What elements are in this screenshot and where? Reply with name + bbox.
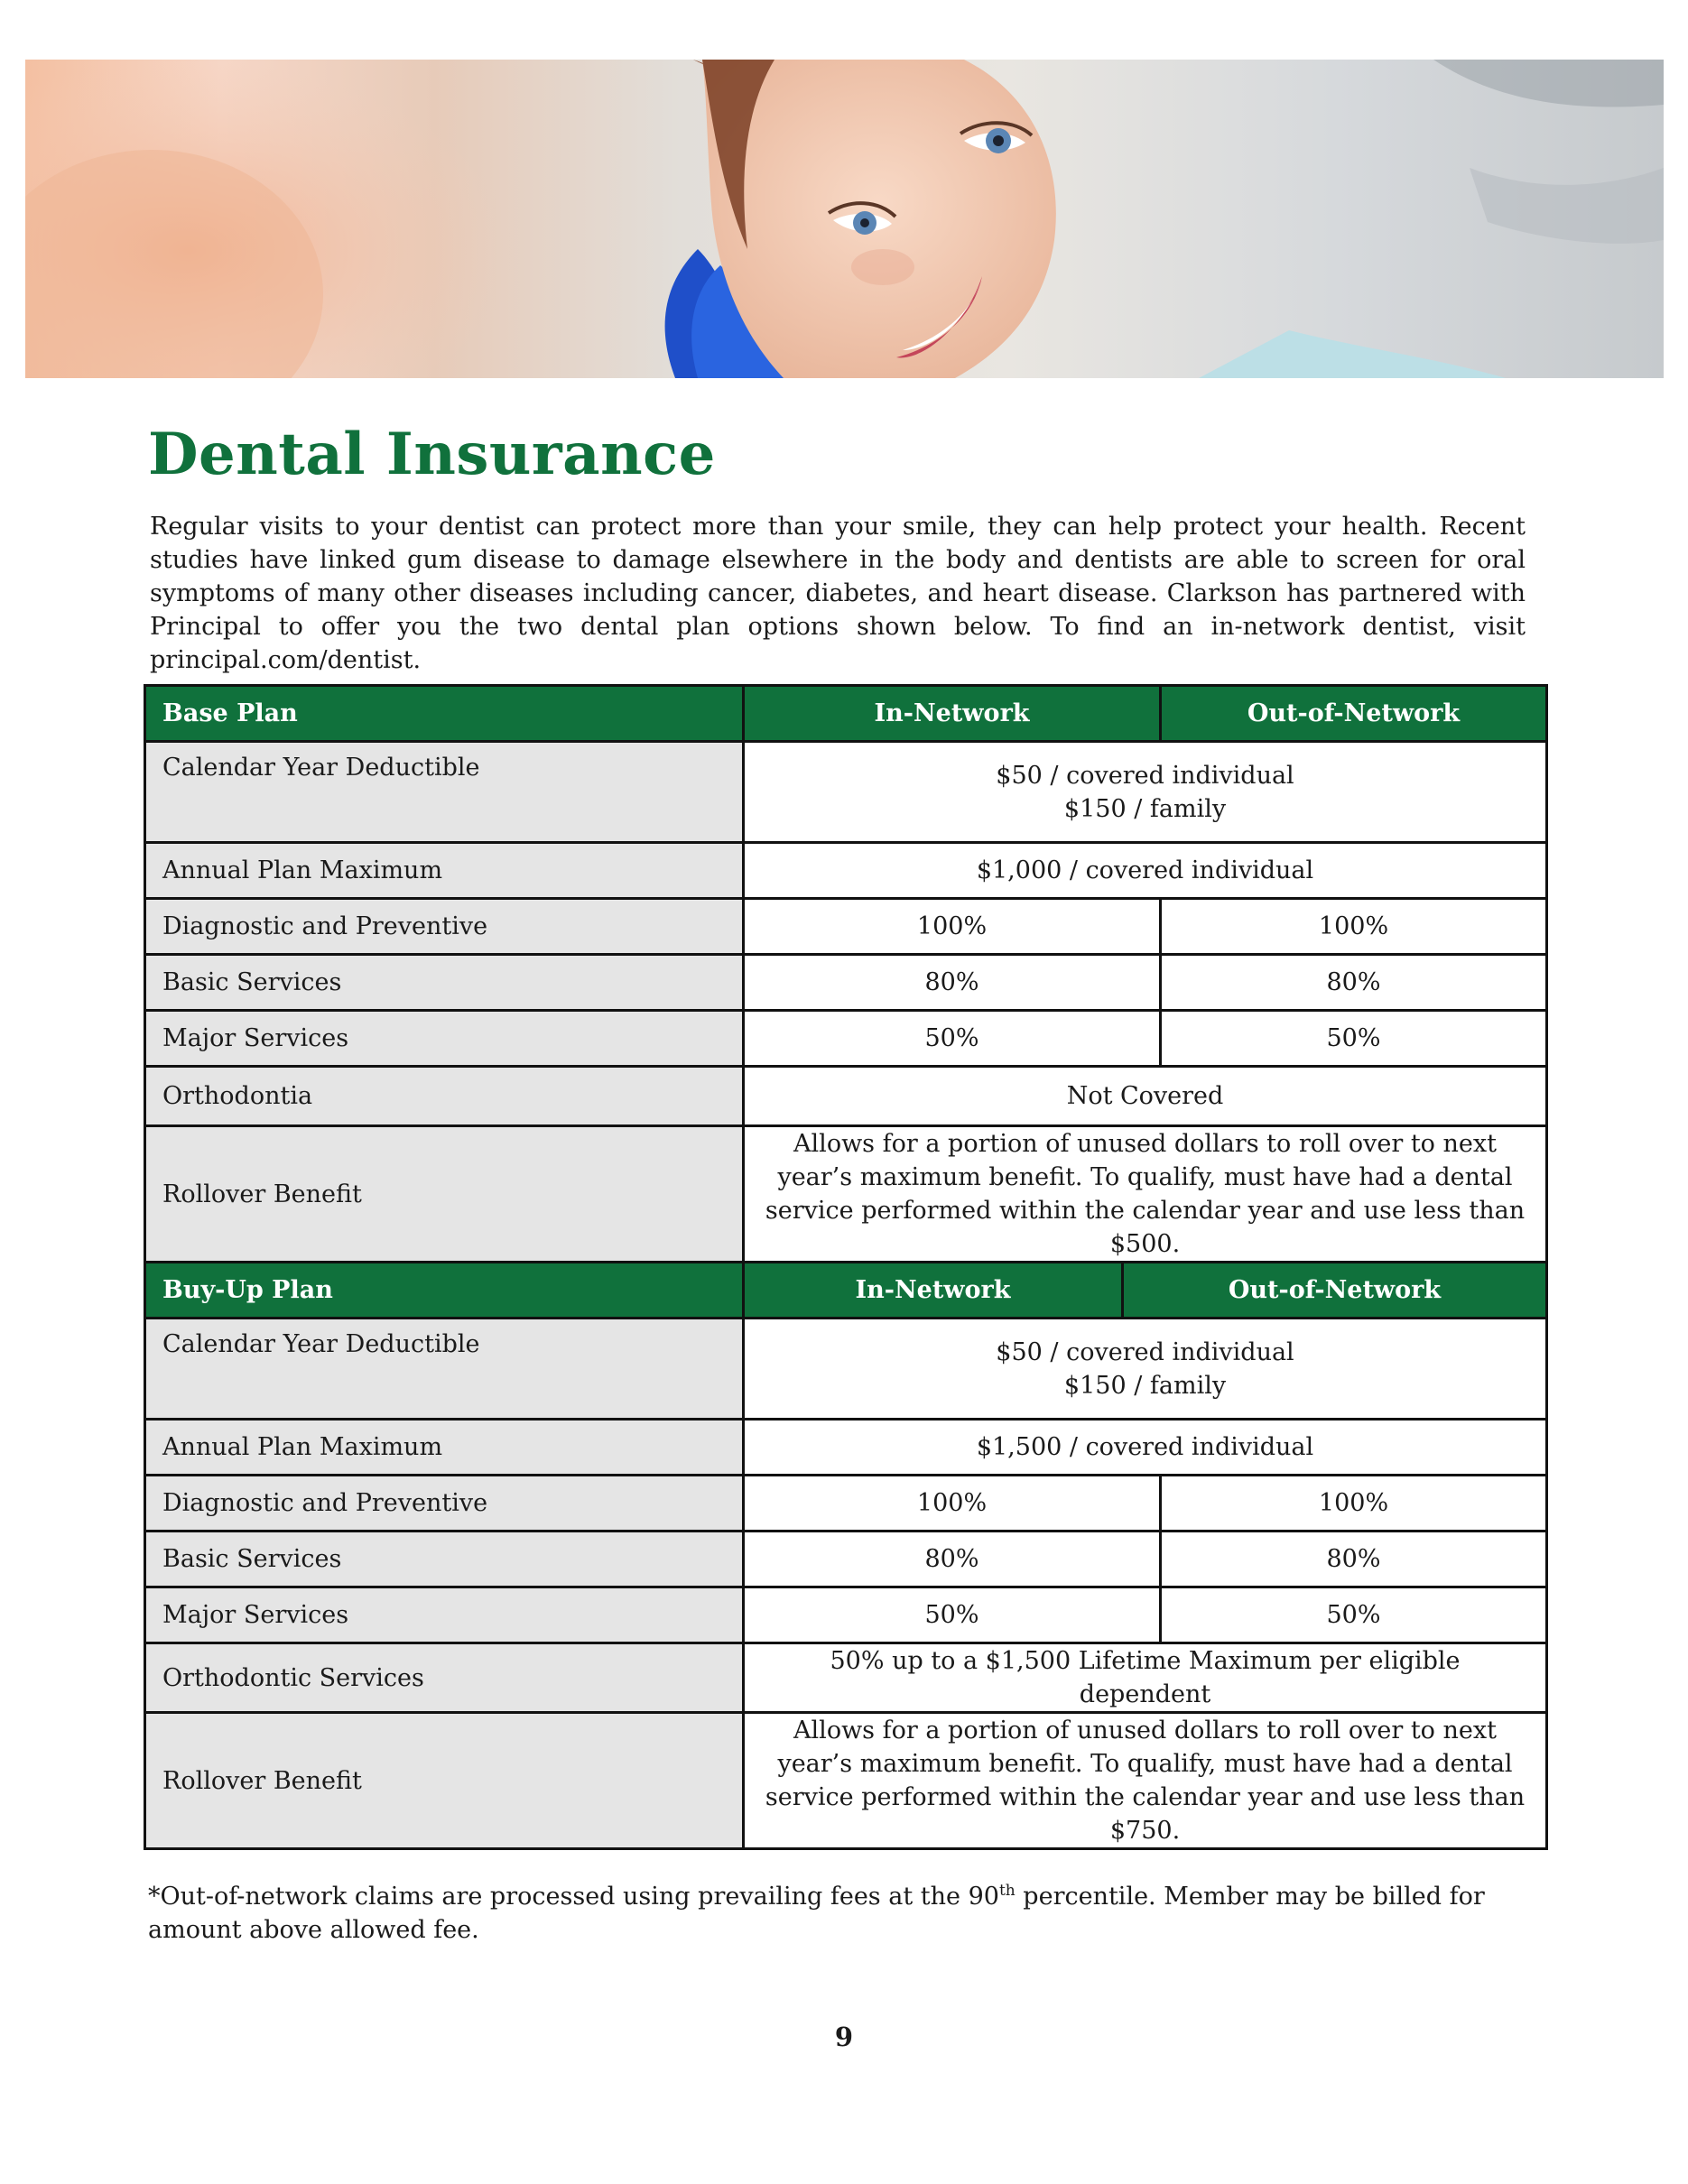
dental-plans-table — [144, 684, 1548, 1850]
row-label: Rollover Benefit — [145, 1713, 744, 1849]
table-row — [145, 1011, 1547, 1067]
in-network-value: 80% — [744, 955, 1161, 1011]
dental-patient-illustration — [25, 60, 1664, 378]
row-label: Annual Plan Maximum — [145, 843, 744, 899]
page-title: Dental Insurance — [148, 421, 716, 488]
row-label: Rollover Benefit — [145, 1126, 744, 1263]
in-network-value: 100% — [744, 899, 1161, 955]
row-label: Orthodontia — [145, 1067, 744, 1126]
table-row — [145, 899, 1547, 955]
row-label: Diagnostic and Preventive — [145, 899, 744, 955]
page-number: 9 — [834, 2022, 854, 2052]
row-label: Calendar Year Deductible — [145, 1319, 744, 1420]
deductible-family: $150 / family — [1063, 794, 1227, 823]
footnote-text: *Out-of-network claims are processed using prevailing fees at the 90 — [148, 1883, 999, 1911]
row-label: Annual Plan Maximum — [145, 1420, 744, 1476]
table-row — [145, 742, 1547, 843]
table-row — [145, 1532, 1547, 1587]
out-of-network-value: 80% — [1161, 955, 1547, 1011]
table-row — [145, 1126, 1547, 1263]
table-row — [145, 955, 1547, 1011]
table-row — [145, 1713, 1547, 1849]
hero-photo — [25, 60, 1664, 378]
table-row — [145, 1587, 1547, 1643]
buyup-plan-header-row — [145, 1263, 1547, 1319]
intro-paragraph: Regular visits to your dentist can protect more than your smile, they can help protect your health. Recent studies have linked gum disease to damage elsewhere in the body and dentists are able to screen for oral symptoms of many other diseases including cancer, diabetes, and heart disease. Clarkson has partnered with Principal to offer you the two dental plan options shown below. To find an in-network dentist, visit principal.com/dentist. — [150, 513, 1526, 674]
deductible-individual: $50 / covered individual — [996, 1337, 1294, 1366]
annual-max-value: $1,500 / covered individual — [744, 1420, 1547, 1476]
deductible-family: $150 / family — [1063, 1371, 1227, 1400]
in-network-value: 80% — [744, 1532, 1161, 1587]
out-of-network-value: 100% — [1161, 899, 1547, 955]
orthodontia-value: Not Covered — [744, 1067, 1547, 1126]
base-plan-header-row — [145, 686, 1547, 742]
row-label: Major Services — [145, 1587, 744, 1643]
table-row — [145, 843, 1547, 899]
out-of-network-value: 100% — [1161, 1476, 1547, 1532]
row-label: Basic Services — [145, 1532, 744, 1587]
table-row — [145, 1067, 1547, 1126]
row-label: Diagnostic and Preventive — [145, 1476, 744, 1532]
footnote — [148, 1874, 1529, 1947]
in-network-value: 50% — [744, 1011, 1161, 1067]
deductible-value — [744, 742, 1547, 843]
in-network-value: 50% — [744, 1587, 1161, 1643]
buyup-in-network-header: In-Network — [744, 1263, 1123, 1319]
footnote-text-continued: percentile. Member may be billed for amount above allowed fee. — [148, 1883, 1485, 1944]
base-out-of-network-header: Out-of-Network — [1161, 686, 1547, 742]
annual-max-value: $1,000 / covered individual — [744, 843, 1547, 899]
rollover-value: Allows for a portion of unused dollars to roll over to next year’s maximum benefit. To qualify, must have had a dental service performed within the calendar year and use less than $500. — [744, 1126, 1547, 1263]
buyup-plan-title: Buy-Up Plan — [145, 1263, 744, 1319]
table-row — [145, 1643, 1547, 1713]
footnote-superscript: th — [998, 1882, 1016, 1900]
out-of-network-value: 50% — [1161, 1587, 1547, 1643]
out-of-network-value: 50% — [1161, 1011, 1547, 1067]
table-row — [145, 1319, 1547, 1420]
row-label: Major Services — [145, 1011, 744, 1067]
in-network-value: 100% — [744, 1476, 1161, 1532]
deductible-value — [744, 1319, 1547, 1420]
row-label: Basic Services — [145, 955, 744, 1011]
deductible-individual: $50 / covered individual — [996, 761, 1294, 790]
rollover-value: Allows for a portion of unused dollars to roll over to next year’s maximum benefit. To qualify, must have had a dental service performed within the calendar year and use less than $750. — [744, 1713, 1547, 1849]
row-label: Orthodontic Services — [145, 1643, 744, 1713]
base-plan-title: Base Plan — [145, 686, 744, 742]
table-row — [145, 1476, 1547, 1532]
orthodontic-value: 50% up to a $1,500 Lifetime Maximum per eligible dependent — [744, 1643, 1547, 1713]
base-in-network-header: In-Network — [744, 686, 1161, 742]
table-row — [145, 1420, 1547, 1476]
out-of-network-value: 80% — [1161, 1532, 1547, 1587]
buyup-out-of-network-header: Out-of-Network — [1123, 1263, 1547, 1319]
row-label: Calendar Year Deductible — [145, 742, 744, 843]
